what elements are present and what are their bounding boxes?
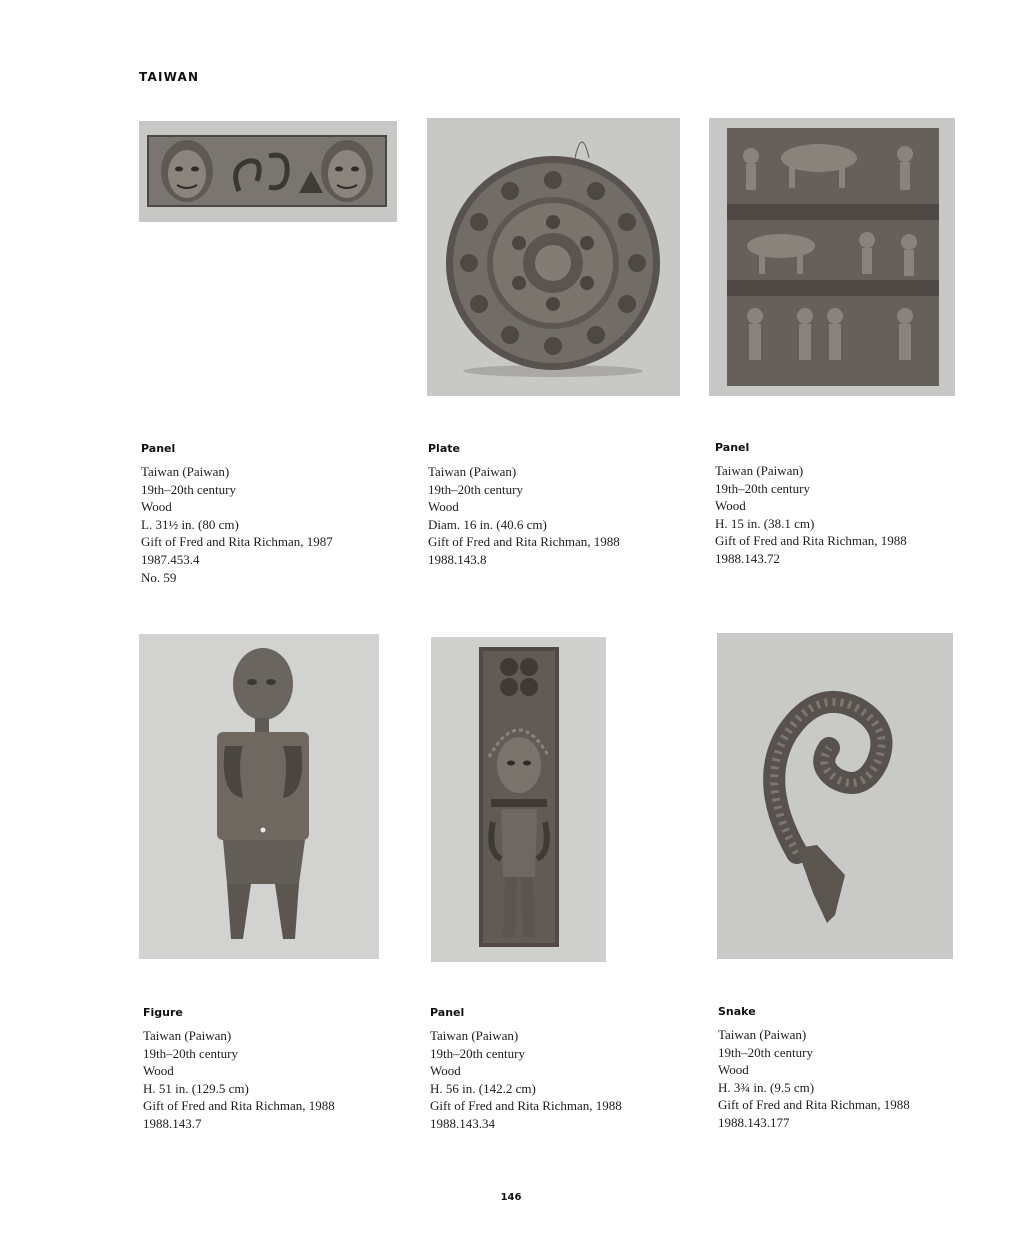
caption-date: 19th–20th century [141, 481, 236, 497]
caption-origin: Taiwan (Paiwan) [143, 1028, 232, 1043]
caption-date: 19th–20th century [715, 480, 810, 496]
caption-number: No. 59 [141, 569, 177, 585]
caption-origin: Taiwan (Paiwan) [428, 464, 517, 479]
caption-material: Wood [430, 1063, 461, 1079]
caption-date: 19th–20th century [428, 481, 523, 497]
caption-title: Plate [428, 442, 460, 455]
caption-dimensions: H. 51 in. (129.5 cm) [143, 1080, 249, 1096]
caption-dimensions: H. 56 in. (142.2 cm) [430, 1080, 536, 1096]
caption-dimensions: Diam. 16 in. (40.6 cm) [428, 516, 547, 532]
caption-origin: Taiwan (Paiwan) [430, 1028, 519, 1043]
caption-origin: Taiwan (Paiwan) [715, 463, 804, 478]
caption-panel-3 [430, 1006, 690, 1133]
caption-dimensions: L. 31½ in. (80 cm) [141, 516, 239, 532]
caption-title: Snake [718, 1005, 756, 1018]
figure-photo [139, 634, 379, 959]
plate-photo [427, 118, 680, 396]
caption-accession: 1988.143.8 [428, 551, 487, 567]
caption-accession: 1987.453.4 [141, 551, 200, 567]
page-number: 146 [500, 1192, 522, 1203]
caption-figure [143, 1006, 403, 1133]
caption-credit: Gift of Fred and Rita Richman, 1988 [715, 533, 907, 549]
caption-accession: 1988.143.34 [430, 1115, 495, 1131]
caption-snake [718, 1005, 978, 1132]
panel-scenes-photo [709, 118, 955, 396]
caption-accession: 1988.143.177 [718, 1114, 790, 1130]
caption-title: Panel [430, 1006, 465, 1019]
snake-photo [717, 633, 953, 959]
caption-plate [428, 442, 688, 569]
caption-title: Panel [141, 442, 176, 455]
caption-panel-1 [141, 442, 401, 586]
panel-horizontal-photo [139, 121, 397, 222]
caption-material: Wood [718, 1062, 749, 1078]
caption-panel-2 [715, 441, 975, 568]
caption-credit: Gift of Fred and Rita Richman, 1988 [718, 1097, 910, 1113]
caption-origin: Taiwan (Paiwan) [141, 464, 230, 479]
caption-accession: 1988.143.72 [715, 550, 780, 566]
caption-credit: Gift of Fred and Rita Richman, 1988 [143, 1098, 335, 1114]
caption-dimensions: H. 3¾ in. (9.5 cm) [718, 1079, 815, 1095]
caption-accession: 1988.143.7 [143, 1115, 202, 1131]
caption-title: Panel [715, 441, 750, 454]
caption-credit: Gift of Fred and Rita Richman, 1988 [428, 534, 620, 550]
caption-title: Figure [143, 1006, 183, 1019]
panel-tall-photo [431, 637, 606, 962]
caption-material: Wood [141, 499, 172, 515]
caption-material: Wood [428, 499, 459, 515]
caption-dimensions: H. 15 in. (38.1 cm) [715, 515, 815, 531]
caption-material: Wood [715, 498, 746, 514]
caption-credit: Gift of Fred and Rita Richman, 1988 [430, 1098, 622, 1114]
section-title: TAIWAN [139, 70, 200, 84]
caption-date: 19th–20th century [718, 1044, 813, 1060]
caption-origin: Taiwan (Paiwan) [718, 1027, 807, 1042]
caption-date: 19th–20th century [430, 1045, 525, 1061]
caption-credit: Gift of Fred and Rita Richman, 1987 [141, 534, 333, 550]
caption-date: 19th–20th century [143, 1045, 238, 1061]
caption-material: Wood [143, 1063, 174, 1079]
